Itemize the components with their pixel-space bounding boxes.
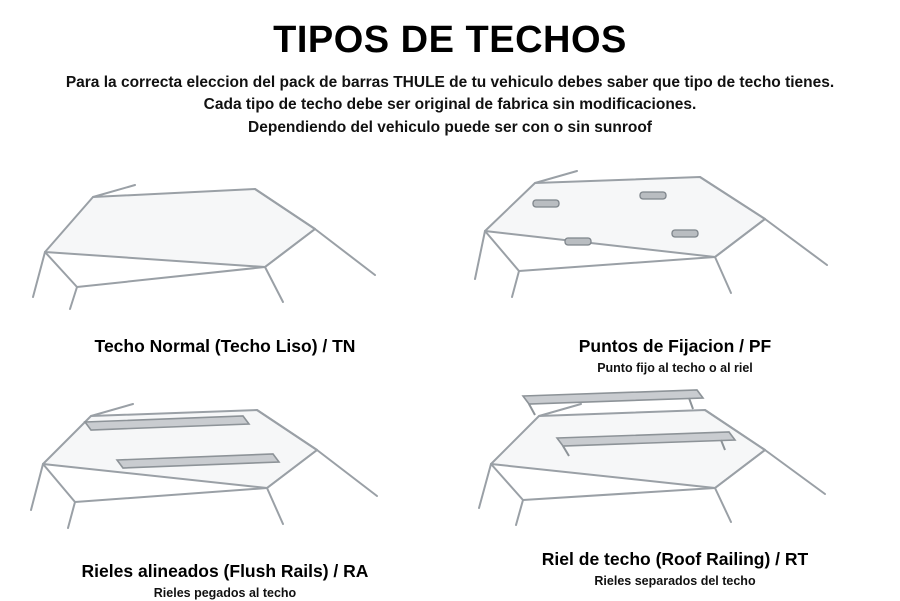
roof-types-grid (0, 147, 900, 601)
roof-type-card-techo-normal (0, 147, 450, 376)
roof-type-card-riel-de-techo (450, 376, 900, 601)
roof-type-subcaption: Rieles pegados al techo (153, 586, 297, 601)
intro-text (0, 72, 900, 139)
car-roof-flush-rails-illustration (15, 390, 435, 545)
car-roof-plain-illustration (15, 167, 435, 322)
roof-type-caption: Puntos de Fijacion / PF (578, 336, 772, 357)
roof-type-subcaption: Rieles separados del techo (594, 574, 756, 589)
car-roof-railing-illustration (465, 380, 885, 535)
roof-type-card-puntos-de-fijacion (450, 147, 900, 376)
intro-line-1: Para la correcta eleccion del pack de barras THULE de tu vehiculo debes saber que tipo de techo tienes. (65, 73, 835, 91)
page-title: TIPOS DE TECHOS (273, 19, 627, 61)
roof-type-subcaption: Punto fijo al techo o al riel (597, 361, 753, 376)
car-roof-fixpoints-illustration (465, 161, 885, 316)
roof-type-caption: Rieles alineados (Flush Rails) / RA (81, 561, 369, 582)
roof-type-caption: Techo Normal (Techo Liso) / TN (94, 336, 356, 357)
intro-line-3: Dependiendo del vehiculo puede ser con o sin sunroof (248, 118, 652, 136)
roof-type-card-rieles-alineados (0, 376, 450, 601)
roof-type-caption: Riel de techo (Roof Railing) / RT (541, 549, 809, 570)
intro-line-2: Cada tipo de techo debe ser original de fabrica sin modificaciones. (203, 96, 697, 114)
